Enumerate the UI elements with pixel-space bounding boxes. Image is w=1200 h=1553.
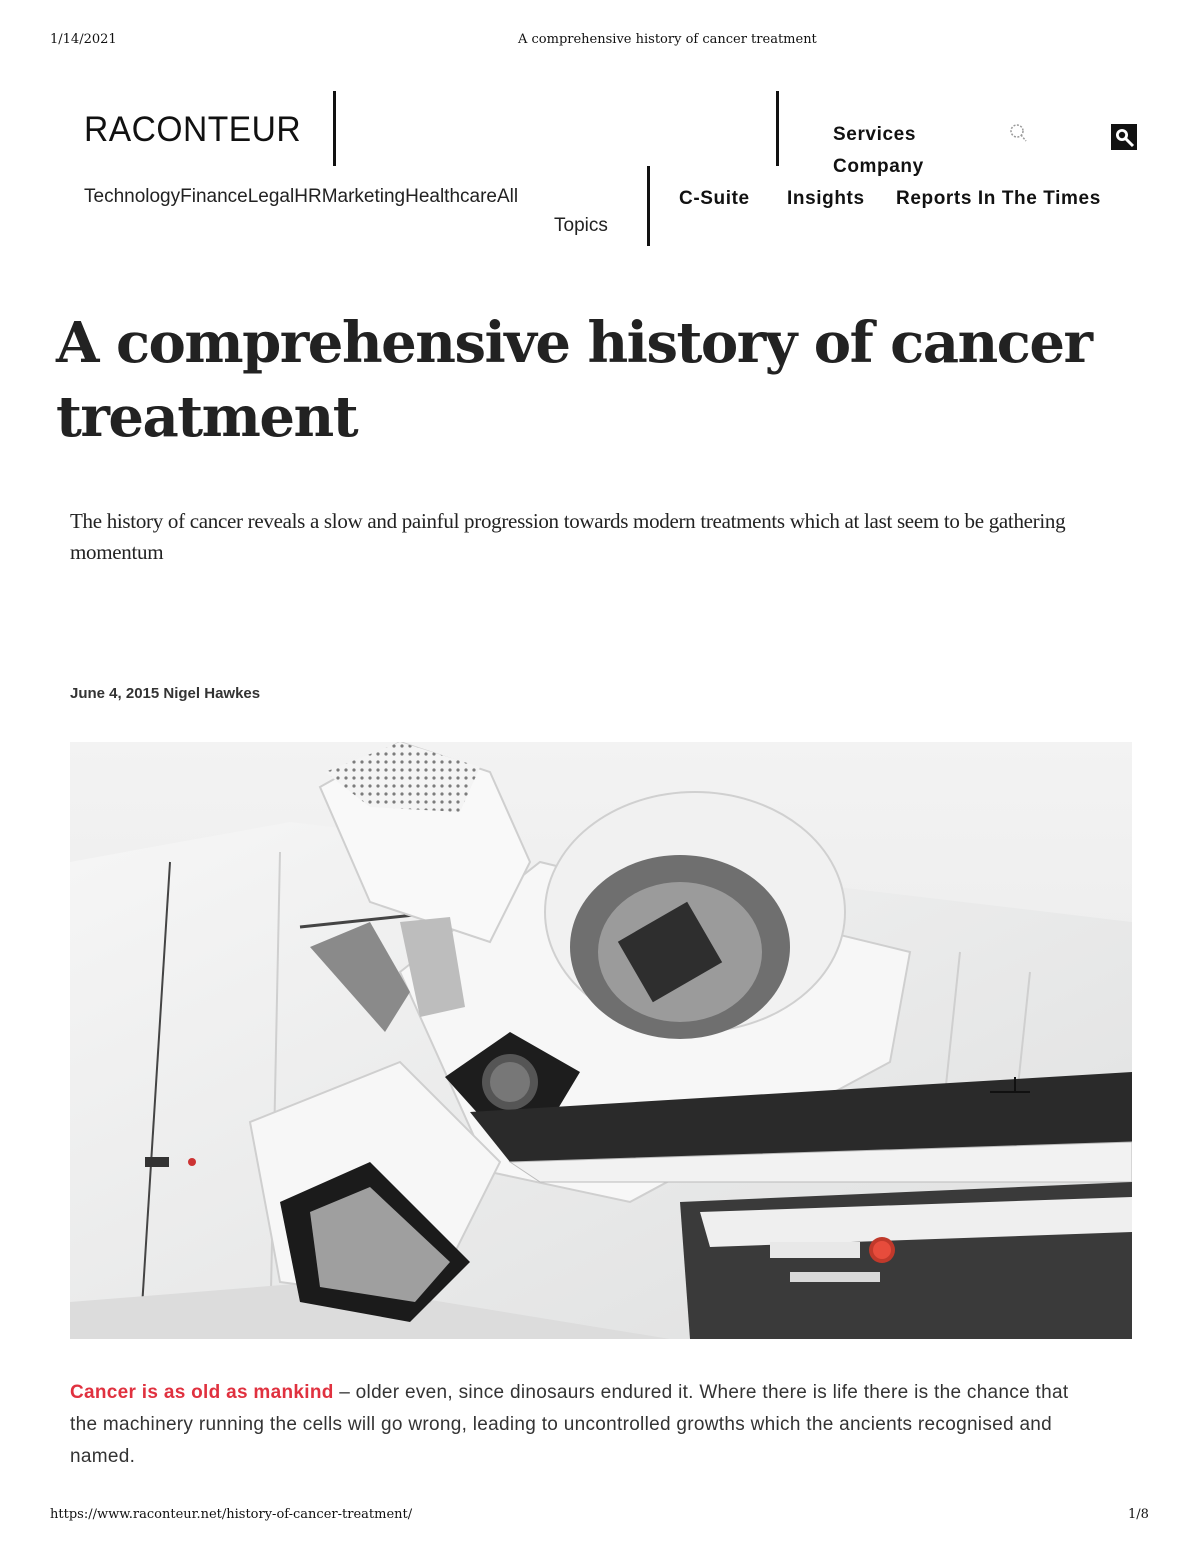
nav-healthcare[interactable]: Healthcare xyxy=(405,186,497,207)
nav-technology[interactable]: Technology xyxy=(84,186,181,207)
nav-all-topics[interactable]: All xyxy=(497,186,519,207)
nav-legal[interactable]: Legal xyxy=(247,186,295,207)
article-title: A comprehensive history of cancer treatment xyxy=(56,310,1092,450)
search-icon-filled[interactable] xyxy=(1111,124,1137,154)
divider xyxy=(333,91,336,166)
article-body xyxy=(70,1377,1090,1473)
nav-company[interactable]: Company xyxy=(833,156,924,177)
search-icon[interactable] xyxy=(1008,122,1028,148)
nav-reports-in-the-times[interactable]: Reports In The Times xyxy=(896,188,1101,209)
nav-services[interactable]: Services xyxy=(833,124,916,145)
print-page-number: 1/8 xyxy=(1128,1507,1149,1522)
raconteur-logo[interactable]: RACONTEUR xyxy=(84,110,302,149)
article-lead-link[interactable]: Cancer is as old as mankind xyxy=(70,1382,334,1403)
article-body-text: – older even, since dinosaurs endured it. Where there is life there is the chance that the machinery running the cells will go wrong, leading to uncontrolled growths which the ancients recognised and named. xyxy=(70,1382,1069,1467)
divider xyxy=(776,91,779,166)
nav-hr[interactable]: HR xyxy=(294,186,322,207)
print-url: https://www.raconteur.net/history-of-cancer-treatment/ xyxy=(50,1507,413,1522)
nav-finance[interactable]: Finance xyxy=(180,186,248,207)
topics-nav xyxy=(84,186,518,208)
divider xyxy=(647,166,650,246)
nav-c-suite[interactable]: C-Suite xyxy=(679,188,750,209)
article-standfirst: The history of cancer reveals a slow and painful progression towards modern treatments which at last seem to be gathering momentum xyxy=(70,509,1066,564)
nav-insights[interactable]: Insights xyxy=(787,188,865,209)
print-date: 1/14/2021 xyxy=(50,32,117,47)
nav-marketing[interactable]: Marketing xyxy=(321,186,406,207)
article-byline: June 4, 2015 Nigel Hawkes xyxy=(70,685,261,702)
nav-all-topics-line2[interactable]: Topics xyxy=(554,215,608,236)
print-title: A comprehensive history of cancer treatment xyxy=(518,32,817,47)
radiotherapy-machine-photo xyxy=(70,742,1132,1339)
